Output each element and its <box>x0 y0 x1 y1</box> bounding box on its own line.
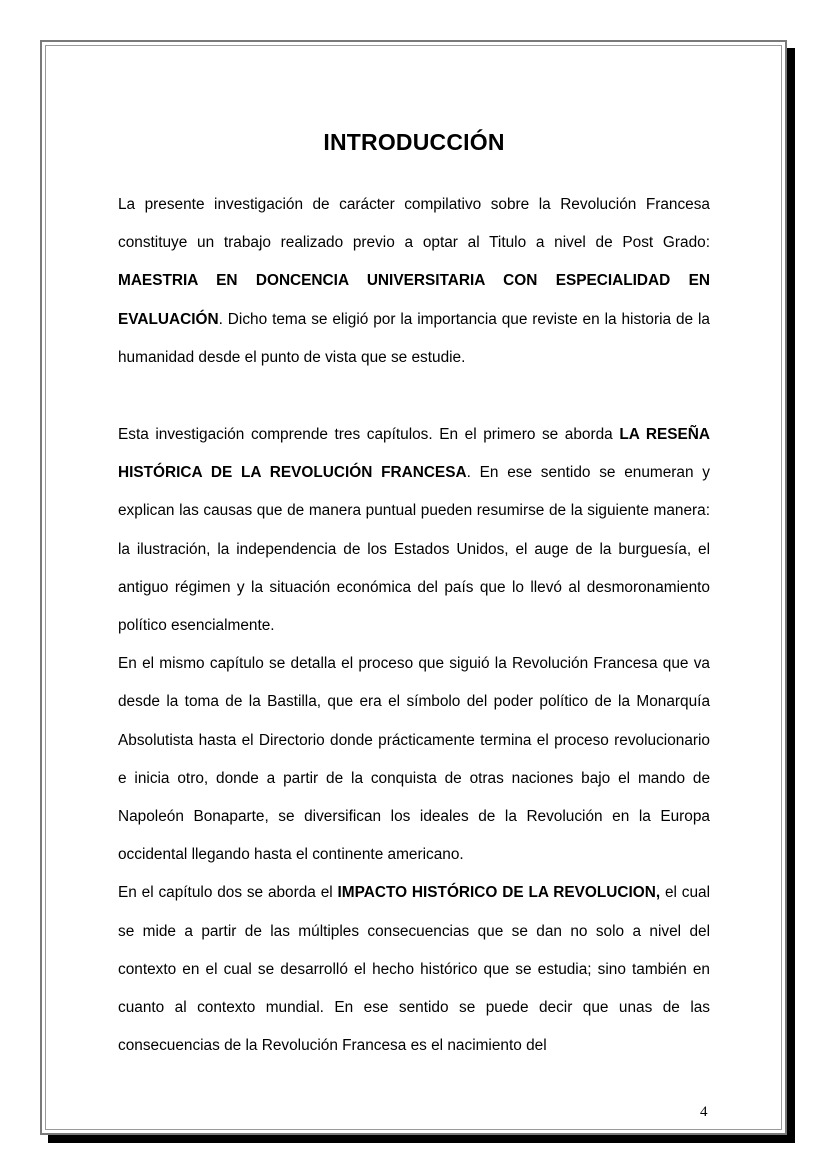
intro-block-1 <box>118 186 710 377</box>
paragraph-3: En el mismo capítulo se detalla el proceso que siguió la Revolución Francesa que va desde la toma de la Bastilla, que era el símbolo del poder político de la Monarquía Absolutista hasta el Directorio donde prácticamente termina el proceso revolucionario e inicia otro, donde a partir de la conquista de otras naciones bajo el mando de Napoleón Bonaparte, se diversifican los ideales de la Revolución en la Europa occidental llegando hasta el continente americano. <box>118 655 710 864</box>
paragraph-4-text-a: En el capítulo dos se aborda el <box>118 884 338 902</box>
paragraph-2-text-b: . En ese sentido se enumeran y explican las causas que de manera puntual pueden resumirse de la siguiente manera: la ilustración, la independencia de los Estados Unidos, el auge de la burguesía, el antiguo régimen y la situación económica del país que lo llevó al desmoronamiento político esencialmente. <box>118 464 710 635</box>
intro-block-2 <box>118 416 710 1065</box>
paragraph-2-text-a: Esta investigación comprende tres capítulos. En el primero se aborda <box>118 426 620 443</box>
paragraph-1-bold-program: MAESTRIA EN DONCENCIA UNIVERSITARIA CON ESPECIALIDAD EN EVALUACIÓN <box>118 272 710 328</box>
paragraph-4 <box>118 874 710 1065</box>
paragraph-2-bold-chapter-one: LA RESEÑA HISTÓRICA DE LA REVOLUCIÓN FRANCESA <box>118 426 710 482</box>
paragraph-1-text-a: La presente investigación de carácter compilativo sobre la Revolución Francesa constituye un trabajo realizado previo a optar al Titulo a nivel de Post Grado: <box>118 196 710 252</box>
paragraph-4-bold-chapter-two: IMPACTO HISTÓRICO DE LA REVOLUCION, <box>337 884 661 902</box>
paragraph-2 <box>118 416 710 645</box>
page-title: INTRODUCCIÓN <box>323 129 505 155</box>
paragraph-1-text-b: . Dicho tema se eligió por la importancia que reviste en la historia de la humanidad desde el punto de vista que se estudie. <box>118 310 710 366</box>
paragraph-1 <box>118 186 710 377</box>
paragraph-4-text-b: el cual se mide a partir de las múltiples consecuencias que se dan no solo a nivel del contexto en el cual se desarrolló el hecho histórico que se estudia; sino también en cuanto al contexto mundial. En ese sentido se puede decir que unas de las consecuencias de la Revolución Francesa es el nacimiento del <box>118 884 710 1055</box>
page-number: 4 <box>700 1104 708 1120</box>
